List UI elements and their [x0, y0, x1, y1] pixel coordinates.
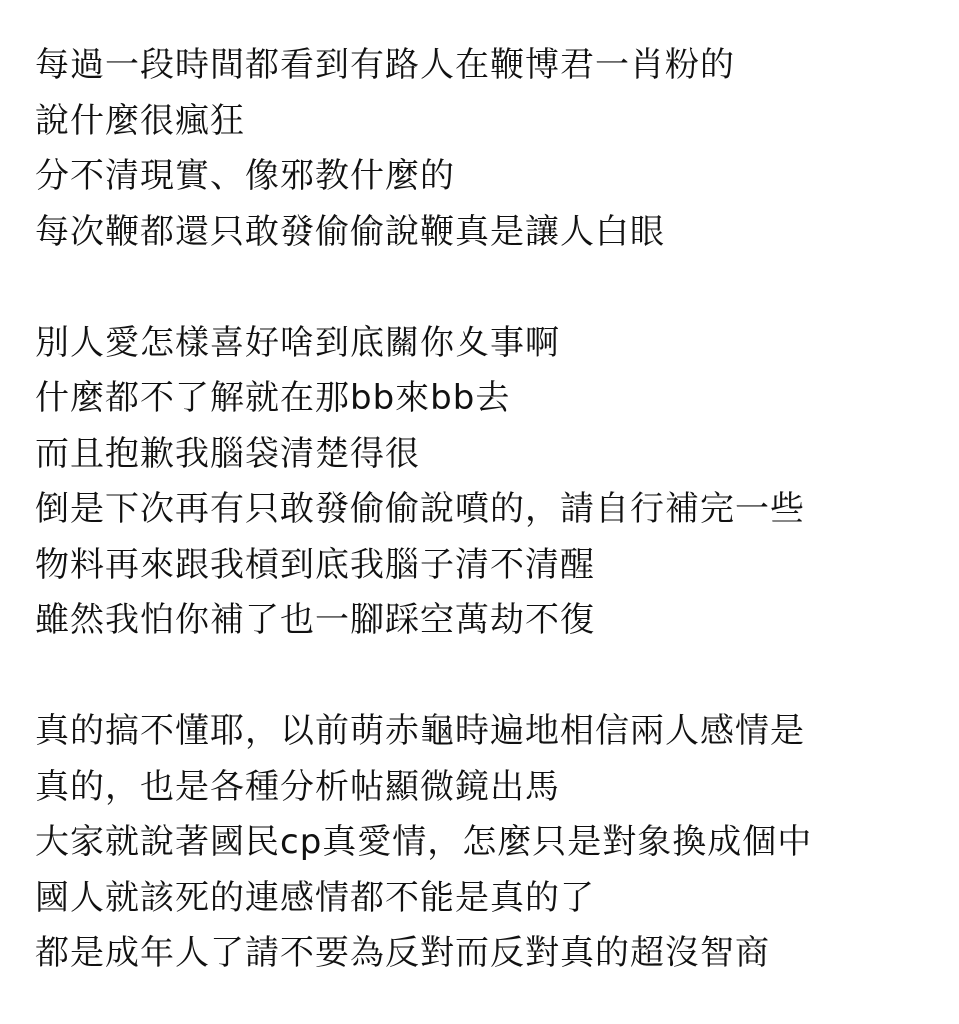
- text-line: 物料再來跟我槓到底我腦子清不清醒: [35, 544, 595, 585]
- text-line: 真的，也是各種分析帖顯微鏡出馬: [35, 766, 560, 807]
- text-line: 真的搞不懂耶，以前萌赤龜時遍地相信兩人感情是: [35, 711, 805, 751]
- text-line: 大家就說著國民cp真愛情，怎麼只是對象換成個中: [35, 822, 813, 862]
- text-line: 每過一段時間都看到有路人在鞭博君一肖粉的: [35, 45, 735, 85]
- text-line: 國人就該死的連感情都不能是真的了: [35, 877, 595, 918]
- text-line: 分不清現實、像邪教什麼的: [35, 156, 455, 196]
- text-line: 說什麼很瘋狂: [35, 100, 245, 141]
- text-line: 雖然我怕你補了也一腳踩空萬劫不復: [35, 600, 595, 640]
- text-line: 每次鞭都還只敢發偷偷說鞭真是讓人白眼: [35, 211, 665, 252]
- text-line: 倒是下次再有只敢發偷偷說噴的，請自行補完一些: [35, 489, 805, 529]
- text-line: 什麼都不了解就在那bb來bb去: [35, 378, 511, 418]
- text-line: 別人愛怎樣喜好啥到底關你夊事啊: [35, 322, 560, 363]
- note-text-block: [35, 38, 945, 982]
- blank-line: [35, 649, 945, 705]
- blank-line: [35, 260, 945, 316]
- text-line: 都是成年人了請不要為反對而反對真的超沒智商: [35, 933, 770, 973]
- text-line: 而且抱歉我腦袋清楚得很: [35, 433, 420, 474]
